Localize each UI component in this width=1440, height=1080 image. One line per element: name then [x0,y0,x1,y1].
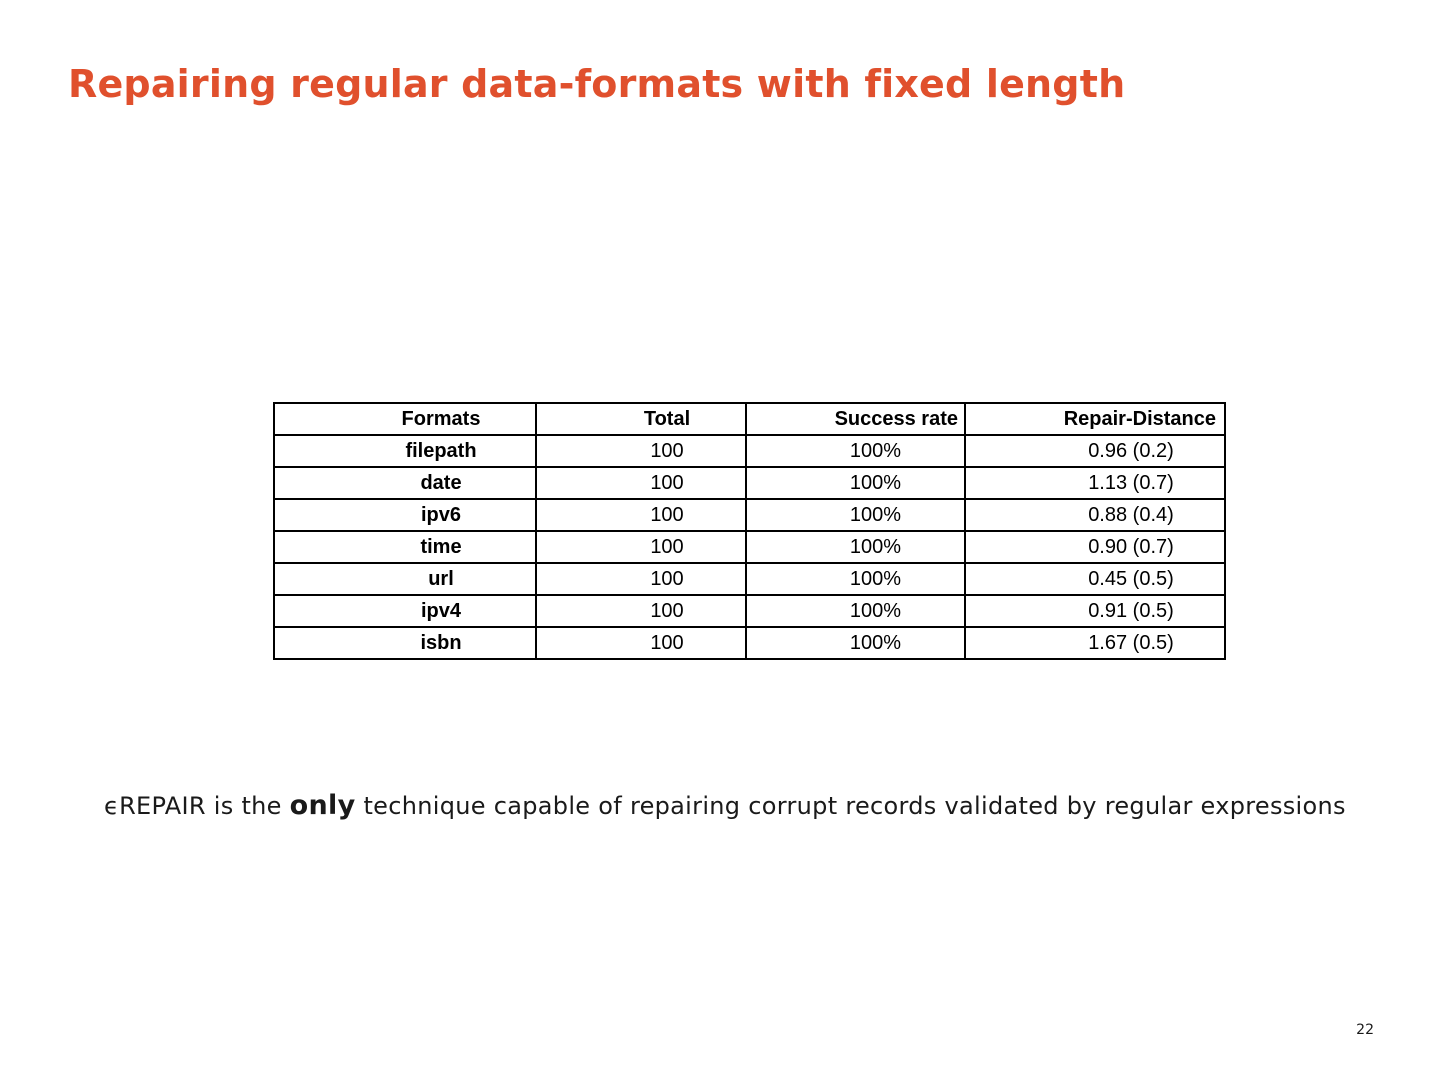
cell-success-rate: 100% [746,499,965,531]
cell-format: time [274,531,536,563]
cell-success-rate: 100% [746,563,965,595]
table-row [274,627,1225,659]
cell-success-rate: 100% [746,531,965,563]
page-number: 22 [1356,1022,1374,1038]
header-formats: Formats [274,403,536,435]
cell-total: 100 [536,627,746,659]
cell-format: url [274,563,536,595]
cell-success-rate: 100% [746,435,965,467]
table-header-row [274,403,1225,435]
conclusion-text [104,790,1346,821]
results-table [273,402,1226,660]
cell-repair-distance: 0.88 (0.4) [965,499,1225,531]
table-row [274,595,1225,627]
cell-total: 100 [536,531,746,563]
cell-format: ipv6 [274,499,536,531]
conclusion-emphasis: only [289,790,356,821]
slide-title: Repairing regular data-formats with fixed length [68,62,1126,106]
cell-total: 100 [536,499,746,531]
cell-repair-distance: 0.96 (0.2) [965,435,1225,467]
table-row [274,499,1225,531]
cell-total: 100 [536,595,746,627]
table-row [274,563,1225,595]
table-row [274,467,1225,499]
header-success-rate: Success rate [746,403,965,435]
table-row [274,435,1225,467]
cell-total: 100 [536,563,746,595]
cell-repair-distance: 0.90 (0.7) [965,531,1225,563]
cell-success-rate: 100% [746,627,965,659]
cell-success-rate: 100% [746,467,965,499]
cell-repair-distance: 1.67 (0.5) [965,627,1225,659]
cell-repair-distance: 0.91 (0.5) [965,595,1225,627]
cell-repair-distance: 1.13 (0.7) [965,467,1225,499]
cell-success-rate: 100% [746,595,965,627]
cell-total: 100 [536,467,746,499]
cell-format: date [274,467,536,499]
cell-total: 100 [536,435,746,467]
cell-format: isbn [274,627,536,659]
header-total: Total [536,403,746,435]
table-row [274,531,1225,563]
cell-format: ipv4 [274,595,536,627]
header-repair-distance: Repair-Distance [965,403,1225,435]
conclusion-suffix: technique capable of repairing corrupt records validated by regular expressions [363,792,1346,820]
cell-repair-distance: 0.45 (0.5) [965,563,1225,595]
cell-format: filepath [274,435,536,467]
conclusion-prefix: ϵREPAIR is the [104,792,282,820]
